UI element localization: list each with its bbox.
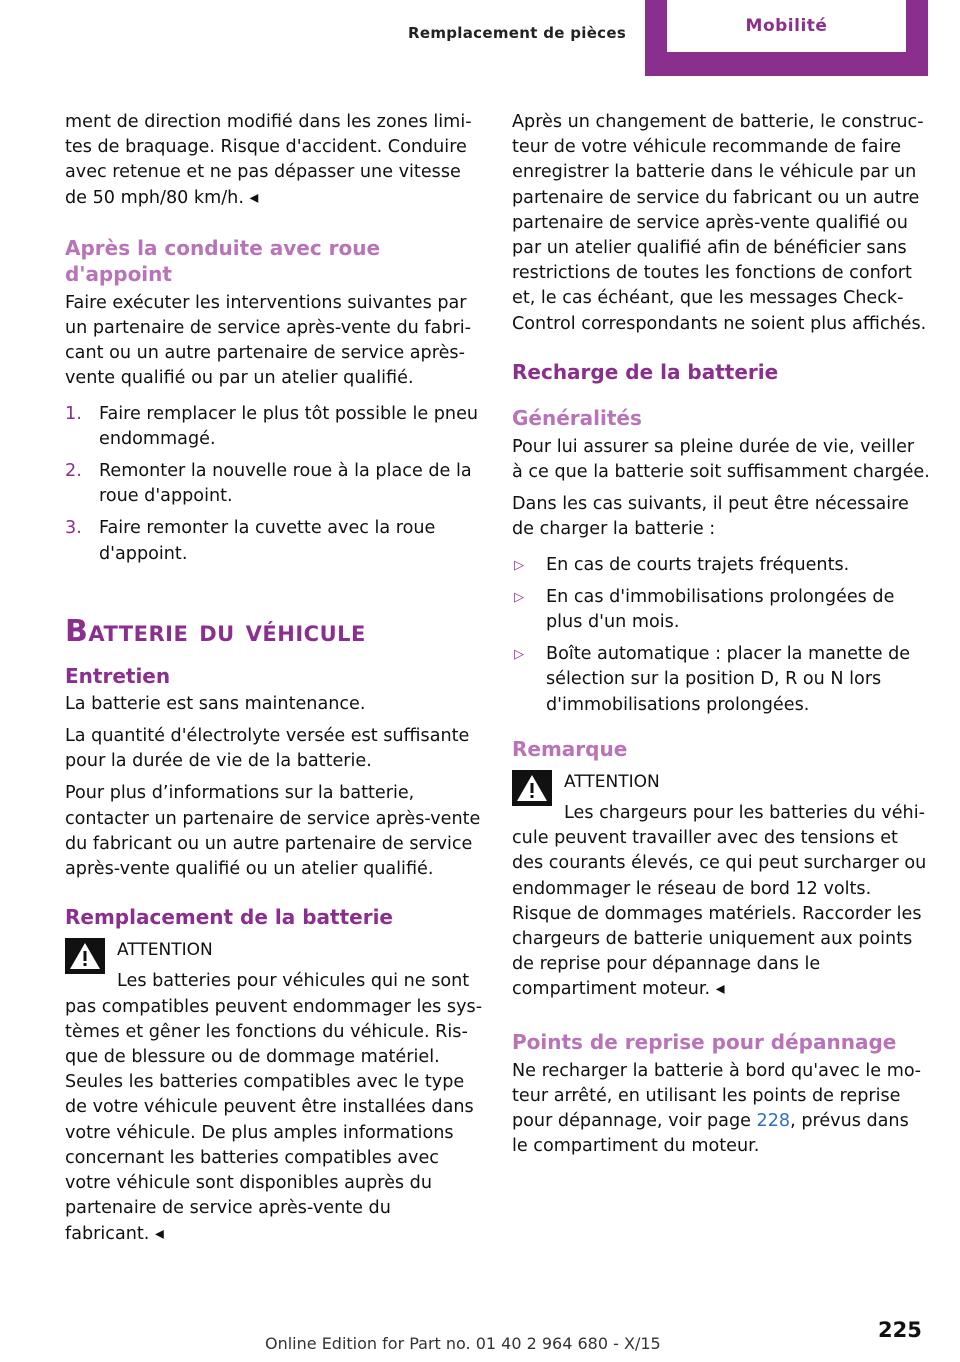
list-item: 3. Faire remonter la cuvette avec la roue d'appoint. [65, 518, 436, 564]
page-link[interactable]: 228 [756, 1111, 791, 1132]
list-number: 3. [65, 518, 82, 539]
warning-title: ATTENTION [564, 771, 660, 792]
entretien-paragraph-1: La batterie est sans maintenance. [65, 693, 366, 714]
list-item: ▷ Boîte automatique : placer la manette de sélection sur la position D, R ou N lors d'immobilisations prolongées. [514, 644, 911, 715]
charging-cases-list [512, 553, 930, 718]
warning-text: Les chargeurs pour les batteries du véhicule peuvent travailler avec des tensions et des courants élevés, ce qui peut surcharger ou endommager le réseau de bord 12 volts. Risque de dommages matériels. Raccorder les chargeurs de batterie uniquement aux points de reprise pour dépannage dans le compartiment moteur. [512, 803, 927, 1000]
heading-battery-charging: Recharge de la batterie [512, 359, 779, 384]
intro-paragraph: ment de direction modifié dans les zones limites de braquage. Risque d'accident. Conduire avec retenue et ne pas dépasser une vitesse de 50 mph/80 km/h. ◂ [65, 112, 472, 208]
page-header [0, 0, 960, 78]
warning-block [65, 938, 483, 1246]
warning-text: Les batteries pour véhicules qui ne sont pas compatibles peuvent endommager les systèmes et gêner les fonctions du véhicule. Risque de blessure ou de dommage matériel. Seules les batteries compatibles avec le type de votre véhicule peuvent être installées dans votre véhicule. De plus amples informations concernant les batteries compatibles avec votre véhicule sont disponibles auprès du partenaire de service après-vente du fabricant. [65, 971, 483, 1244]
page-number: 225 [878, 1318, 922, 1342]
header-tab [645, 0, 928, 76]
heading-battery-replacement: Remplacement de la batterie [65, 905, 393, 930]
list-item: ▷ En cas d'immobilisations prolongées de plus d'un mois. [514, 586, 895, 633]
end-mark-icon: ◂ [154, 1223, 164, 1244]
generalites-paragraph-2: Dans les cas suivants, il peut être nécessaire de charger la batterie : [512, 494, 909, 540]
list-number: 1. [65, 403, 82, 424]
heading-after-spare: Après la conduite avec roue d'appoint [65, 235, 381, 286]
after-spare-paragraph: Faire exécuter les interventions suivantes par un partenaire de service après-vente du fabricant ou un autre partenaire de service après-vente qualifié ou par un atelier qualifié. [65, 292, 471, 389]
list-item: ▷ En cas de courts trajets fréquents. [512, 553, 930, 578]
list-number: 2. [65, 461, 82, 482]
generalites-paragraph-1: Pour lui assurer sa pleine durée de vie, veiller à ce que la batterie soit suffisamment chargée. [512, 436, 930, 483]
warning-title: ATTENTION [117, 940, 213, 961]
heading-entretien: Entretien [65, 663, 171, 688]
heading-generalites: Généralités [512, 405, 642, 430]
triangle-bullet-icon: ▷ [514, 557, 524, 573]
end-mark-icon: ◂ [715, 979, 725, 1000]
end-mark-icon: ◂ [249, 187, 259, 208]
heading-jump-start-points: Points de reprise pour dépannage [512, 1029, 897, 1054]
warning-block [512, 770, 930, 1003]
heading-remarque: Remarque [512, 736, 628, 761]
edition-footer: Online Edition for Part no. 01 40 2 964 680 - X/15 [265, 1334, 661, 1353]
warning-triangle-icon [512, 770, 552, 806]
heading-vehicle-battery: Batterie du véhicule [65, 613, 366, 649]
jump-start-paragraph: Ne recharger la batterie à bord qu'avec le moteur arrêté, en utilisant les points de reprise pour dépannage, voir page 228, prévus dans le compartiment du moteur. [512, 1060, 921, 1157]
battery-change-paragraph: Après un changement de batterie, le constructeur de votre véhicule recommande de faire enregistrer la batterie dans le véhicule par un partenaire de service du fabricant ou un autre partenaire de service après-vente qualifié ou par un atelier qualifié afin de bénéficier sans restrictions de toutes les fonctions de confort et, le cas échéant, que les messages Check-Control correspondants ne soient plus affichés. [512, 112, 927, 334]
warning-triangle-icon [65, 938, 105, 974]
triangle-bullet-icon: ▷ [514, 589, 524, 605]
right-column [512, 110, 930, 1167]
list-item: 2. Remonter la nouvelle roue à la place de la roue d'appoint. [65, 461, 472, 507]
list-item: 1. Faire remplacer le plus tôt possible le pneu endommagé. [65, 403, 479, 449]
after-spare-list [65, 402, 483, 567]
header-tab-label: Mobilité [667, 0, 906, 52]
left-column [65, 110, 483, 1247]
entretien-paragraph-2: La quantité d'électrolyte versée est suffisante pour la durée de vie de la batterie. [65, 726, 470, 772]
header-section-title: Remplacement de pièces [408, 24, 627, 42]
entretien-paragraph-3: Pour plus d’informations sur la batterie, contacter un partenaire de service après-vente du fabricant ou un autre partenaire de service après-vente qualifié ou un atelier qualifié. [65, 783, 481, 880]
triangle-bullet-icon: ▷ [514, 647, 524, 663]
